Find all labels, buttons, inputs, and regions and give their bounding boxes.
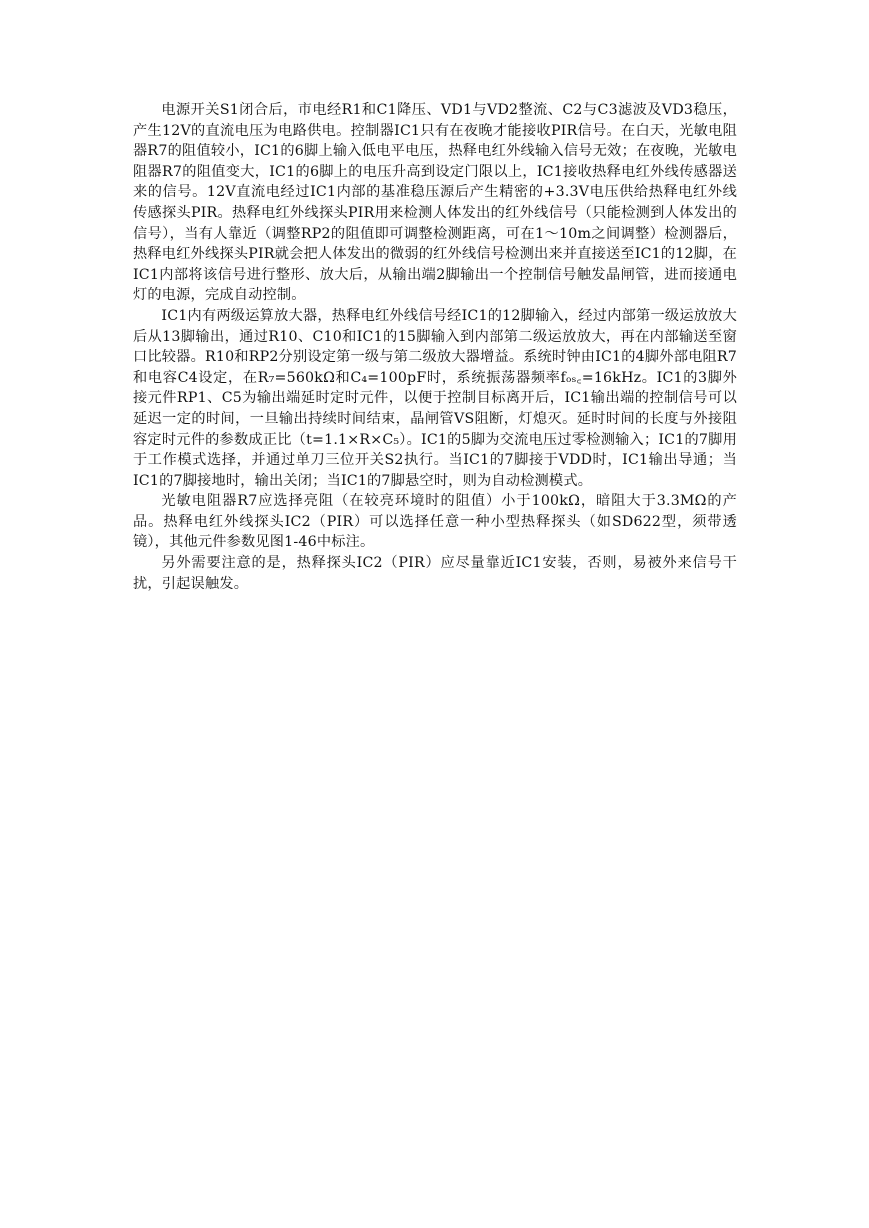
paragraph-power-supply: 电源开关S1闭合后，市电经R1和C1降压、VD1与VD2整流、C2与C3滤波及VD3稳压，产生12V的直流电压为电路供电。控制器IC1只有在夜晚才能接收PIR信号。在白天，光敏电阻器R7的阻值较小，IC1的6脚上输入低电平电压，热释电红外线输入信号无效；在夜晚，光敏电阻器R7的阻值变大，IC1的6脚上的电压升高到设定门限以上，IC1接收热释电红外线传感器送来的信号。12V直流电经过IC1内部的基准稳压源后产生精密的+3.3V电压供给热释电红外线传感探头PIR。热释电红外线探头PIR用来检测人体发出的红外线信号（只能检测到人体发出的信号），当有人靠近（调整RP2的阻值即可调整检测距离，可在1～10m之间调整）检测器后，热释电红外线探头PIR就会把人体发出的微弱的红外线信号检测出来并直接送至IC1的12脚，在IC1内部将该信号进行整形、放大后，从输出端2脚输出一个控制信号触发晶闸管，进而接通电灯的电源，完成自动控制。 — [133, 102, 737, 304]
paragraph-installation-note: 另外需要注意的是，热释探头IC2（PIR）应尽量靠近IC1安装，否则，易被外来信号干扰，引起误触发。 — [133, 555, 737, 592]
paragraph-component-selection: 光敏电阻器R7应选择亮阻（在较亮环境时的阻值）小于100kΩ，暗阻大于3.3MΩ的产品。热释电红外线探头IC2（PIR）可以选择任意一种小型热释探头（如SD622型，须带透镜），其他元件参数见图1-46中标注。 — [133, 493, 737, 551]
paragraph-amplifier: IC1内有两级运算放大器，热释电红外线信号经IC1的12脚输入，经过内部第一级运放放大后从13脚输出，通过R10、C10和IC1的15脚输入到内部第二级运放放大，再在内部输送至窗口比较器。R10和RP2分别设定第一级与第二级放大器增益。系统时钟由IC1的4脚外部电阻R7和电容C4设定，在R₇=560kΩ和C₄=100pF时，系统振荡器频率fₒₛ꜀=16kHz。IC1的3脚外接元件RP1、C5为输出端延时定时元件，以便于控制目标离开后，IC1输出端的控制信号可以延迟一定的时间，一旦输出持续时间结束，晶闸管VS阻断，灯熄灭。延时时间的长度与外接阻容定时元件的参数成正比（t=1.1×R×C₅）。IC1的5脚为交流电压过零检测输入；IC1的7脚用于工作模式选择，并通过单刀三位开关S2执行。当IC1的7脚接于VDD时，IC1输出导通；当IC1的7脚接地时，输出关闭；当IC1的7脚悬空时，则为自动检测模式。 — [133, 307, 737, 489]
body-text — [133, 100, 737, 594]
